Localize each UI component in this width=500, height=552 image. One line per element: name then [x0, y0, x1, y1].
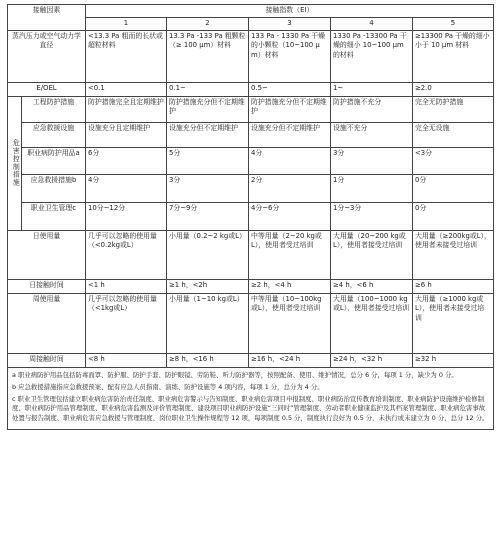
eobl-cell-4: 1~: [331, 82, 413, 96]
protection-1-cell-1: 防护措施完全且定期维护: [86, 96, 167, 122]
protection-5-cell-5: 0分: [413, 202, 494, 230]
eobl-cell-5: ≥2.0: [413, 82, 494, 96]
protection-1-cell-3: 防护措施充分但不定期维护: [249, 96, 331, 122]
protection-row-3: [8, 147, 494, 174]
week-time-label: 周接触时间: [8, 353, 86, 367]
vapor-cell-3: 133 Pa - 1330 Pa 干燥的小颗粒（10~100 μm）材料: [249, 30, 331, 82]
protection-3-cell-5: <3分: [413, 147, 494, 174]
level-1-header: 1: [86, 18, 167, 31]
vapor-label: 蒸汽压力或空气动力学直径: [8, 30, 86, 82]
protection-row-4: [8, 174, 494, 202]
protection-4-cell-3: 2分: [249, 174, 331, 202]
protection-label-1: 工程防护措施: [22, 96, 86, 122]
week-use-cell-5: 大用量（≥1000 kg或L），使用者未接受过培训: [413, 293, 494, 353]
level-4-header: 4: [331, 18, 413, 31]
daily-time-cell-2: ≥1 h，<2h: [167, 279, 249, 293]
protection-3-cell-3: 4分: [249, 147, 331, 174]
protection-2-cell-1: 设施充分且定期维护: [86, 122, 167, 147]
daily-use-cell-4: 大用量（20~200 kg或L），使用者接受过培训: [331, 230, 413, 279]
week-time-row: [8, 353, 494, 367]
protection-group-label: 危害控制措施: [8, 96, 22, 230]
protection-3-cell-1: 6分: [86, 147, 167, 174]
protection-row-1: [8, 96, 494, 122]
protection-row-2: [8, 122, 494, 147]
vapor-cell-2: 13.3 Pa -133 Pa 粗颗粒（≥ 100 μm）材料: [167, 30, 249, 82]
week-use-row: [8, 293, 494, 353]
protection-3-cell-4: 3分: [331, 147, 413, 174]
document-page: [7, 4, 493, 430]
level-5-header: 5: [413, 18, 494, 31]
note-b: b 应急救援措施指应急救援预案、配有应急人员指南、演练、防护设施等 4 项内容，每项 1 分，总分为 4 分。: [12, 382, 324, 391]
daily-use-label: 日使用量: [8, 230, 86, 279]
week-use-cell-2: 小用量（1~10 kg或L）: [167, 293, 249, 353]
week-time-cell-4: ≥24 h，<32 h: [331, 353, 413, 367]
note-a: a 职业病防护用品包括防毒面罩、防护服、防护手套、防护眼镜、劳防鞋、听力防护器等，按照配备、使用、维护情况，总分 6 分，每项 1 分，缺少为 0 分。: [12, 370, 458, 379]
week-time-cell-1: <8 h: [86, 353, 167, 367]
protection-label-3: 职业病防护用品a: [22, 147, 86, 174]
protection-4-cell-1: 4分: [86, 174, 167, 202]
level-2-header: 2: [167, 18, 249, 31]
vapor-cell-1: <13.3 Pa 粗而的长状或超粒材料: [86, 30, 167, 82]
daily-use-cell-3: 中等用量（2~20 kg或L），使用者受过培训: [249, 230, 331, 279]
vapor-cell-4: 1330 Pa -13300 Pa 干燥的细小 10~100 μm 的材料: [331, 30, 413, 82]
protection-2-cell-5: 完全无设施: [413, 122, 494, 147]
protection-4-cell-5: 0分: [413, 174, 494, 202]
protection-1-cell-4: 防护措施不充分: [331, 96, 413, 122]
protection-label-4: 应急救援措施b: [22, 174, 86, 202]
eobl-cell-1: <0.1: [86, 82, 167, 96]
factor-header: 接触因素: [8, 5, 86, 31]
vapor-cell-5: ≥13300 Pa 干燥的细小小于 10 μm 材料: [413, 30, 494, 82]
eobl-cell-3: 0.5~: [249, 82, 331, 96]
daily-time-cell-4: ≥4 h，<6 h: [331, 279, 413, 293]
protection-2-cell-2: 设施充分但不定期维护: [167, 122, 249, 147]
daily-time-cell-5: ≥6 h: [413, 279, 494, 293]
week-time-cell-2: ≥8 h，<16 h: [167, 353, 249, 367]
protection-5-cell-4: 1分~3分: [331, 202, 413, 230]
level-title-header: 接触指数（EI）: [86, 5, 494, 18]
protection-row-5: [8, 202, 494, 230]
level-3-header: 3: [249, 18, 331, 31]
protection-3-cell-2: 5分: [167, 147, 249, 174]
header-row-1: [8, 5, 494, 18]
protection-label-5: 职业卫生管理c: [22, 202, 86, 230]
protection-5-cell-3: 4分~6分: [249, 202, 331, 230]
week-use-cell-4: 大用量（100~1000 kg或L），使用者接受过培训: [331, 293, 413, 353]
daily-use-cell-1: 几乎可以忽略的使用量（<0.2kg或L）: [86, 230, 167, 279]
protection-4-cell-2: 3分: [167, 174, 249, 202]
protection-2-cell-3: 设施充分但不定期维护: [249, 122, 331, 147]
table-notes: [8, 367, 494, 430]
week-use-cell-3: 中等用量（10~100kg或L），使用者受过培训: [249, 293, 331, 353]
protection-5-cell-2: 7分~9分: [167, 202, 249, 230]
daily-use-cell-2: 小用量（0.2~2 kg或L）: [167, 230, 249, 279]
week-time-cell-5: ≥32 h: [413, 353, 494, 367]
vapor-row: [8, 30, 494, 82]
daily-use-cell-5: 大用量（≥200kg或L），使用者未接受过培训: [413, 230, 494, 279]
daily-use-row: [8, 230, 494, 279]
eobl-cell-2: 0.1~: [167, 82, 249, 96]
daily-time-row: [8, 279, 494, 293]
protection-1-cell-2: 防护措施充分但不定期维护: [167, 96, 249, 122]
protection-1-cell-5: 完全无防护措施: [413, 96, 494, 122]
week-time-cell-3: ≥16 h，<24 h: [249, 353, 331, 367]
protection-label-2: 应急救援设施: [22, 122, 86, 147]
protection-4-cell-4: 1分: [331, 174, 413, 202]
week-use-cell-1: 几乎可以忽略的使用量（<1kg或L）: [86, 293, 167, 353]
note-c: c 职业卫生管理包括建立职业病危害防治责任制度、职业病危害警示与告知制度、职业病危害项目申报制度、职业病防治宣传教育培训制度、职业病防护设施维护检修制度、职业病防护用品管理制度、职业病危害监测及评价管理制度、建设项目职业病防护设施“三同时”管理制度、劳动者职业健康监护及其档案管理制度、职业病危害事故处置与报告制度、职业病危害应急救援与管理制度、岗位职业卫生操作规程等 12 项，每项制度 0.5 分，制度执行良好为 0.5 分，未执行或未建立为 0 分，总分 12 分。: [12, 394, 489, 423]
exposure-index-table: [7, 4, 494, 430]
notes-row: [8, 367, 494, 430]
eobl-row: [8, 82, 494, 96]
protection-2-cell-4: 设施不充分: [331, 122, 413, 147]
week-use-label: 周使用量: [8, 293, 86, 353]
eobl-label: E/OEL: [8, 82, 86, 96]
protection-5-cell-1: 10分~12分: [86, 202, 167, 230]
daily-time-cell-3: ≥2 h，<4 h: [249, 279, 331, 293]
daily-time-label: 日接触时间: [8, 279, 86, 293]
daily-time-cell-1: <1 h: [86, 279, 167, 293]
